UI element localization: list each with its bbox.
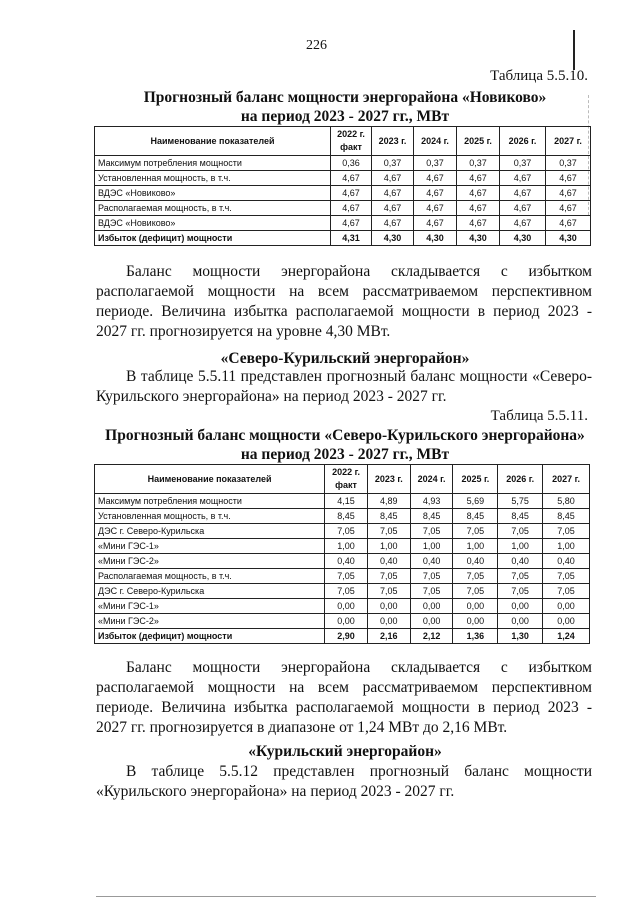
table2-cell: 2,90 bbox=[325, 629, 368, 644]
table2-cell: 1,00 bbox=[453, 539, 498, 554]
table2-header-3: 2024 г. bbox=[410, 465, 453, 494]
table2 bbox=[94, 464, 590, 644]
table2-cell: 7,05 bbox=[410, 584, 453, 599]
table1-cell: 4,67 bbox=[414, 216, 457, 231]
table1-cell: 4,67 bbox=[331, 201, 372, 216]
table2-cell: 0,40 bbox=[543, 554, 590, 569]
table2-cell: 0,40 bbox=[367, 554, 410, 569]
table2-row bbox=[95, 614, 590, 629]
table1-cell: 4,67 bbox=[414, 201, 457, 216]
table2-cell: 0,40 bbox=[325, 554, 368, 569]
table2-cell: 7,05 bbox=[543, 569, 590, 584]
table2-cell: 2,12 bbox=[410, 629, 453, 644]
table2-caption: Таблица 5.5.11. bbox=[490, 408, 588, 424]
table2-row-label: «Мини ГЭС-2» bbox=[95, 614, 325, 629]
table2-cell: 7,05 bbox=[367, 569, 410, 584]
table1-row bbox=[95, 231, 591, 246]
table1-cell: 4,67 bbox=[500, 186, 546, 201]
table2-row bbox=[95, 629, 590, 644]
table2-cell: 8,45 bbox=[543, 509, 590, 524]
table1-cell: 0,37 bbox=[500, 156, 546, 171]
table2-cell: 7,05 bbox=[453, 524, 498, 539]
table1-cell: 4,67 bbox=[546, 171, 591, 186]
table2-cell: 7,05 bbox=[325, 524, 368, 539]
table1-header-2: 2023 г. bbox=[372, 127, 414, 156]
table2-header-5: 2026 г. bbox=[498, 465, 543, 494]
table2-header-0: Наименование показателей bbox=[95, 465, 325, 494]
table1-cell: 4,67 bbox=[457, 201, 500, 216]
table2-cell: 7,05 bbox=[367, 584, 410, 599]
table2-cell: 0,40 bbox=[453, 554, 498, 569]
table2-row bbox=[95, 554, 590, 569]
table1-cell: 0,37 bbox=[457, 156, 500, 171]
table1-row-label: Установленная мощность, в т.ч. bbox=[95, 171, 331, 186]
table2-cell: 1,36 bbox=[453, 629, 498, 644]
table2-cell: 7,05 bbox=[498, 584, 543, 599]
table2-cell: 0,00 bbox=[498, 599, 543, 614]
table2-cell: 0,00 bbox=[498, 614, 543, 629]
table2-cell: 0,00 bbox=[543, 599, 590, 614]
table1-title bbox=[80, 88, 610, 126]
table2-cell: 7,05 bbox=[498, 569, 543, 584]
table2-cell: 0,00 bbox=[367, 599, 410, 614]
table2-cell: 7,05 bbox=[453, 569, 498, 584]
table1-cell: 0,37 bbox=[372, 156, 414, 171]
table2-row-label: ДЭС г. Северо-Курильска bbox=[95, 524, 325, 539]
table1-cell: 4,67 bbox=[372, 216, 414, 231]
table1-header-1: 2022 г. факт bbox=[331, 127, 372, 156]
table1-row bbox=[95, 216, 591, 231]
table2-cell: 7,05 bbox=[325, 584, 368, 599]
table2-cell: 7,05 bbox=[543, 584, 590, 599]
table1-title-line2: на период 2023 - 2027 гг., МВт bbox=[240, 108, 450, 125]
table1-cell: 4,30 bbox=[372, 231, 414, 246]
table1-cell: 4,30 bbox=[546, 231, 591, 246]
table2-cell: 1,00 bbox=[325, 539, 368, 554]
table1-cell: 4,67 bbox=[372, 171, 414, 186]
table2-cell: 5,75 bbox=[498, 494, 543, 509]
table2-cell: 2,16 bbox=[367, 629, 410, 644]
table1-row bbox=[95, 156, 591, 171]
table1-header-3: 2024 г. bbox=[414, 127, 457, 156]
table1-header-5: 2026 г. bbox=[500, 127, 546, 156]
table2-cell: 7,05 bbox=[543, 524, 590, 539]
table2-cell: 8,45 bbox=[410, 509, 453, 524]
table1-cell: 4,67 bbox=[546, 201, 591, 216]
table1-header-6: 2027 г. bbox=[546, 127, 591, 156]
table2-cell: 1,24 bbox=[543, 629, 590, 644]
table2-cell: 8,45 bbox=[498, 509, 543, 524]
table2-cell: 7,05 bbox=[325, 569, 368, 584]
section-heading-severo-kurilsky: «Северо-Курильский энергорайон» bbox=[220, 350, 470, 367]
table1-cell: 4,30 bbox=[500, 231, 546, 246]
table2-cell: 8,45 bbox=[325, 509, 368, 524]
table2-row bbox=[95, 494, 590, 509]
table1-cell: 4,67 bbox=[331, 186, 372, 201]
paragraph-3: Баланс мощности энергорайона складывается с избытком располагаемой мощности на всем рассматриваемом перспективном периоде. Величина избытка располагаемой мощности в период 2023 - 2027 гг. прогнозируется в диапазоне от 1,24 МВт до 2,16 МВт. bbox=[96, 659, 592, 736]
table1-cell: 4,67 bbox=[500, 171, 546, 186]
table2-row-label: Установленная мощность, в т.ч. bbox=[95, 509, 325, 524]
table2-cell: 0,40 bbox=[410, 554, 453, 569]
table1-cell: 4,67 bbox=[457, 186, 500, 201]
table2-cell: 1,30 bbox=[498, 629, 543, 644]
table1-row-label: ВДЭС «Новиково» bbox=[95, 216, 331, 231]
paragraph-2: В таблице 5.5.11 представлен прогнозный баланс мощности «Северо-Курильского энергорайона» на период 2023 - 2027 гг. bbox=[96, 368, 592, 405]
table2-title bbox=[80, 426, 610, 464]
table1-cell: 4,67 bbox=[500, 201, 546, 216]
table2-header-1: 2022 г. факт bbox=[325, 465, 368, 494]
table2-cell: 0,00 bbox=[325, 614, 368, 629]
table2-row-label: «Мини ГЭС-1» bbox=[95, 539, 325, 554]
table2-row bbox=[95, 569, 590, 584]
paragraph-1: Баланс мощности энергорайона складывается с избытком располагаемой мощности на всем рассматриваемом перспективном периоде. Величина избытка располагаемой мощности в период 2023 - 2027 гг. прогнозируется на уровне 4,30 МВт. bbox=[96, 263, 592, 340]
table2-row bbox=[95, 539, 590, 554]
table1-row bbox=[95, 186, 591, 201]
table2-header-6: 2027 г. bbox=[543, 465, 590, 494]
table2-title-line1: Прогнозный баланс мощности «Северо-Курильского энергорайона» bbox=[105, 427, 585, 444]
table2-cell: 7,05 bbox=[367, 524, 410, 539]
table1-row bbox=[95, 201, 591, 216]
table2-cell: 1,00 bbox=[498, 539, 543, 554]
table2-cell: 0,00 bbox=[325, 599, 368, 614]
table1-cell: 4,67 bbox=[546, 186, 591, 201]
table1-cell: 4,67 bbox=[331, 216, 372, 231]
table2-row bbox=[95, 584, 590, 599]
table2-row bbox=[95, 524, 590, 539]
table2-header-row bbox=[95, 465, 590, 494]
table1-header-0: Наименование показателей bbox=[95, 127, 331, 156]
table2-row-label: Избыток (дефицит) мощности bbox=[95, 629, 325, 644]
table2-cell: 4,93 bbox=[410, 494, 453, 509]
table2-title-line2: на период 2023 - 2027 гг., МВт bbox=[240, 446, 450, 463]
table2-cell: 0,00 bbox=[410, 599, 453, 614]
table1-title-line1: Прогнозный баланс мощности энергорайона «Новиково» bbox=[143, 89, 547, 106]
table1-row-label: ВДЭС «Новиково» bbox=[95, 186, 331, 201]
table1-cell: 0,37 bbox=[546, 156, 591, 171]
table2-cell: 0,40 bbox=[498, 554, 543, 569]
paragraph-4: В таблице 5.5.12 представлен прогнозный баланс мощности «Курильского энергорайона» на период 2023 - 2027 гг. bbox=[96, 763, 592, 800]
table2-cell: 5,69 bbox=[453, 494, 498, 509]
table1-cell: 4,30 bbox=[414, 231, 457, 246]
table2-row-label: Максимум потребления мощности bbox=[95, 494, 325, 509]
table2-cell: 0,00 bbox=[410, 614, 453, 629]
page-bottom-edge bbox=[96, 896, 596, 897]
table2-cell: 7,05 bbox=[453, 584, 498, 599]
table2-cell: 8,45 bbox=[367, 509, 410, 524]
page-number: 226 bbox=[306, 38, 327, 53]
table1 bbox=[94, 126, 591, 246]
table2-row-label: Располагаемая мощность, в т.ч. bbox=[95, 569, 325, 584]
table1-cell: 4,67 bbox=[457, 171, 500, 186]
table2-header-4: 2025 г. bbox=[453, 465, 498, 494]
table2-cell: 0,00 bbox=[543, 614, 590, 629]
table2-cell: 5,80 bbox=[543, 494, 590, 509]
table1-header-4: 2025 г. bbox=[457, 127, 500, 156]
table1-cell: 4,67 bbox=[372, 186, 414, 201]
table2-cell: 0,00 bbox=[367, 614, 410, 629]
table2-cell: 1,00 bbox=[543, 539, 590, 554]
table2-row-label: «Мини ГЭС-1» bbox=[95, 599, 325, 614]
table2-cell: 0,00 bbox=[453, 599, 498, 614]
table2-cell: 7,05 bbox=[410, 524, 453, 539]
table2-cell: 1,00 bbox=[367, 539, 410, 554]
table1-cell: 4,67 bbox=[331, 171, 372, 186]
margin-mark bbox=[573, 30, 575, 70]
table1-cell: 4,67 bbox=[414, 171, 457, 186]
table2-cell: 4,89 bbox=[367, 494, 410, 509]
table1-cell: 0,36 bbox=[331, 156, 372, 171]
table2-header-2: 2023 г. bbox=[367, 465, 410, 494]
table2-cell: 0,00 bbox=[453, 614, 498, 629]
table1-cell: 4,30 bbox=[457, 231, 500, 246]
table2-cell: 7,05 bbox=[410, 569, 453, 584]
table1-cell: 4,67 bbox=[546, 216, 591, 231]
table1-cell: 0,37 bbox=[414, 156, 457, 171]
table1-row-label: Избыток (дефицит) мощности bbox=[95, 231, 331, 246]
table2-row-label: «Мини ГЭС-2» bbox=[95, 554, 325, 569]
table1-header-row bbox=[95, 127, 591, 156]
table2-row bbox=[95, 599, 590, 614]
table1-cell: 4,31 bbox=[331, 231, 372, 246]
table1-row-label: Максимум потребления мощности bbox=[95, 156, 331, 171]
section-heading-kurilsky: «Курильский энергорайон» bbox=[248, 743, 442, 760]
table2-cell: 4,15 bbox=[325, 494, 368, 509]
table2-cell: 1,00 bbox=[410, 539, 453, 554]
table1-cell: 4,67 bbox=[457, 216, 500, 231]
table2-cell: 7,05 bbox=[498, 524, 543, 539]
table1-cell: 4,67 bbox=[414, 186, 457, 201]
table2-row-label: ДЭС г. Северо-Курильска bbox=[95, 584, 325, 599]
table1-cell: 4,67 bbox=[372, 201, 414, 216]
table1-row-label: Располагаемая мощность, в т.ч. bbox=[95, 201, 331, 216]
table1-row bbox=[95, 171, 591, 186]
table2-row bbox=[95, 509, 590, 524]
table2-cell: 8,45 bbox=[453, 509, 498, 524]
table1-caption: Таблица 5.5.10. bbox=[490, 68, 588, 84]
table1-cell: 4,67 bbox=[500, 216, 546, 231]
